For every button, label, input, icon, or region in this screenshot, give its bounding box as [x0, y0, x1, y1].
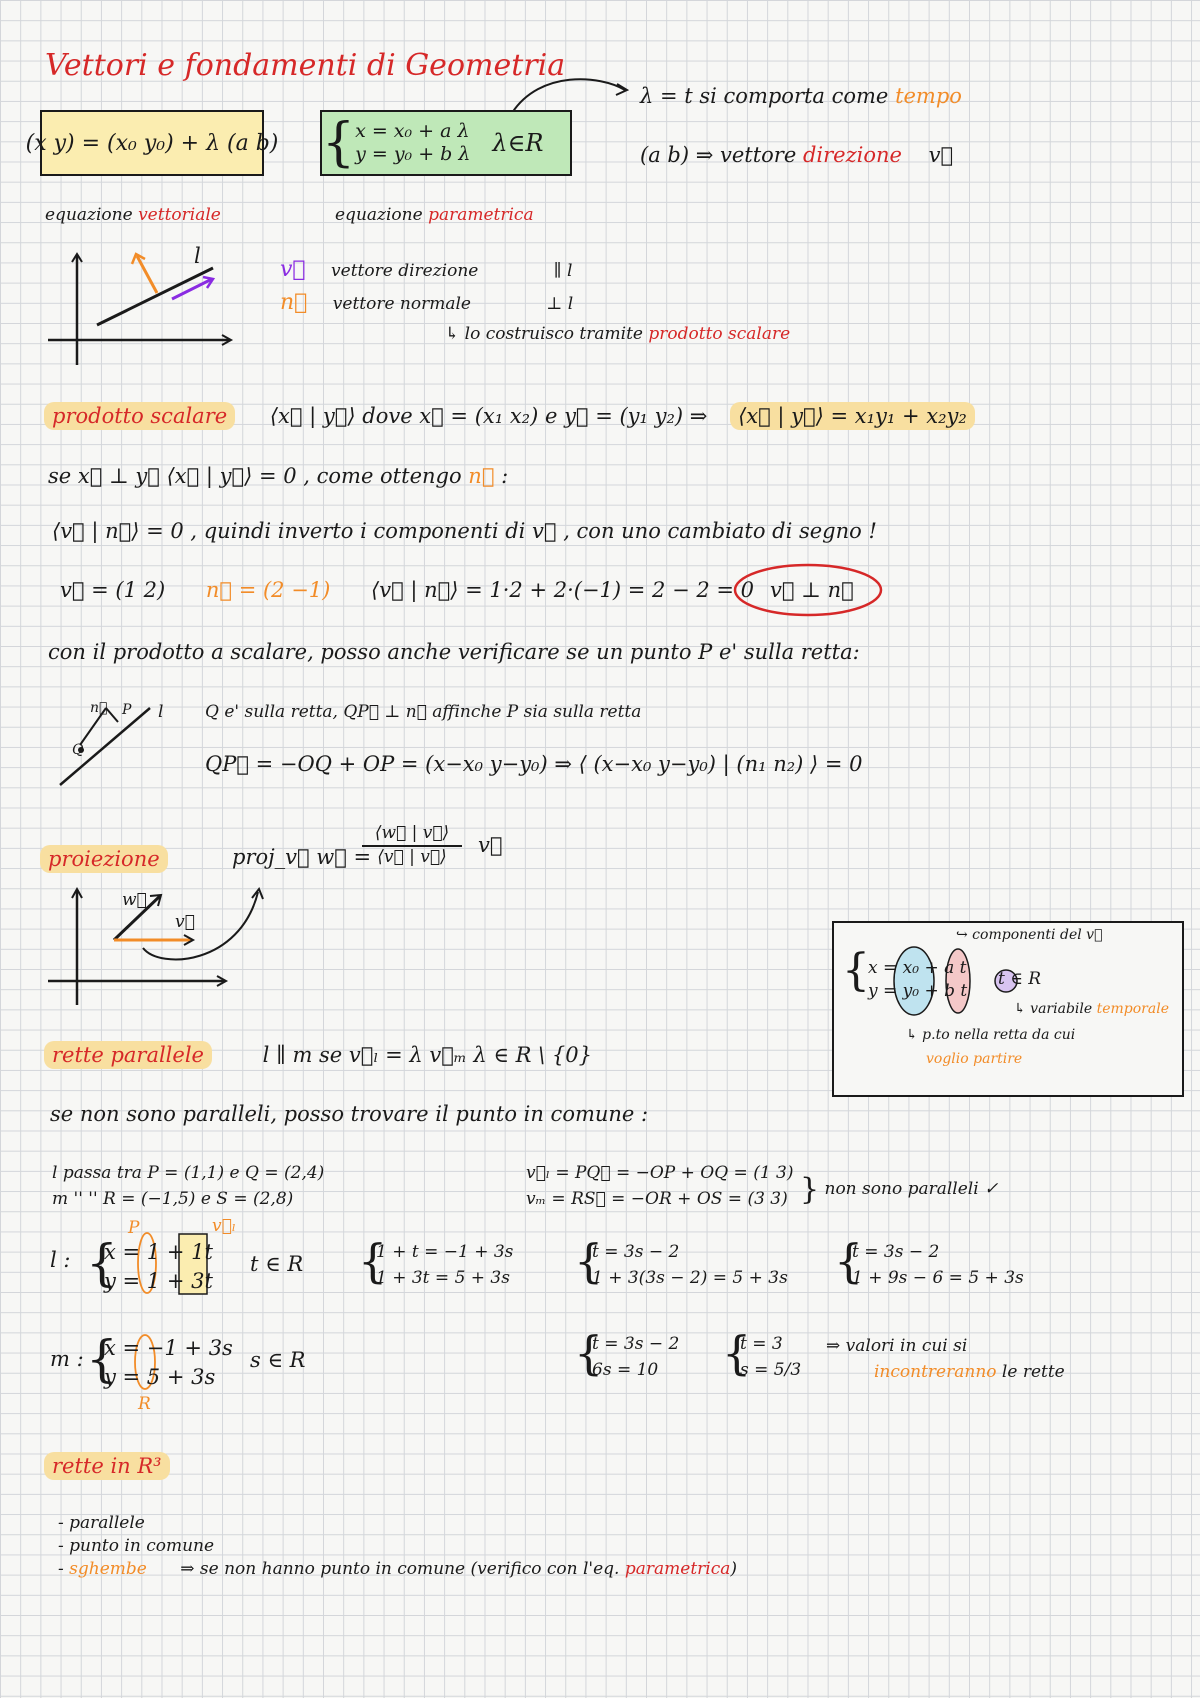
step1: 1 + t = −1 + 3s 1 + 3t = 5 + 3s: [376, 1242, 514, 1288]
projection-formula-right: v⃗: [478, 833, 503, 857]
list-item: - parallele: [58, 1513, 145, 1533]
normal-vector-stroke: [137, 256, 157, 293]
line-label-l: l: [194, 244, 201, 268]
projection-fraction: ⟨w⃗ | v⃗⟩ ⟨v⃗ | v⃗⟩: [362, 823, 462, 867]
note-lambda: λ = t si comporta come tempo: [640, 84, 962, 108]
check-line: con il prodotto a scalare, posso anche verificare se un punto P e' sulla retta:: [48, 640, 860, 664]
parametric-system: [355, 120, 470, 166]
tag-p: P: [128, 1218, 140, 1238]
projection-label-v: v⃗: [175, 912, 195, 932]
vector-equation-formula: (x y) = (x₀ y₀) + λ (a b): [25, 130, 279, 156]
parallel-row: rette parallele l ∥ m se v⃗ₗ = λ v⃗ₘ λ ∈ R \ {0}: [44, 1043, 592, 1067]
parallel-conclusion: } non sono paralleli ✓: [800, 1172, 999, 1207]
diag-n: n⃗: [90, 700, 108, 716]
note-arrow: [512, 79, 625, 113]
r3-heading: rette in R³: [44, 1452, 170, 1480]
l-system: x = 1 + 1t y = 1 + 3t: [104, 1240, 213, 1294]
tag-vl: v⃗ₗ: [212, 1216, 236, 1236]
construct-note: ↳ lo costruisco tramite prodotto scalare: [445, 324, 791, 344]
projection-formula-left: proj_v⃗ w⃗ =: [232, 845, 372, 869]
step1-brace-icon: {: [358, 1234, 388, 1288]
brace-icon: {: [322, 113, 356, 173]
m-system-name: m :: [50, 1347, 84, 1371]
step4: t = 3s − 2 6s = 10: [592, 1334, 680, 1380]
note-tempo: tempo: [895, 84, 962, 108]
step3: t = 3s − 2 1 + 9s − 6 = 5 + 3s: [852, 1242, 1024, 1288]
scalar-row: prodotto scalare ⟨x⃗ | y⃗⟩ dove x⃗ = (x₁ x₂) e y⃗ = (y₁ y₂) ⇒ ⟨x⃗ | y⃗⟩ = x₁y₁ + x₂y₂: [44, 404, 975, 428]
inset-system: x = x₀ + a t y = y₀ + b t: [868, 958, 968, 1001]
step5: t = 3 s = 5/3: [740, 1334, 802, 1380]
inset-components-note: ↪ componenti del v⃗: [956, 927, 1103, 943]
page-title: Vettori e fondamenti di Geometria: [45, 48, 566, 83]
param-domain: λ∈R: [492, 129, 544, 157]
scalar-example: v⃗ = (1 2) n⃗ = (2 −1) ⟨v⃗ | n⃗⟩ = 1·2 + 2·(−1) = 2 − 2 = 0: [60, 578, 755, 602]
diag-p: P: [122, 702, 132, 718]
m-system: x = −1 + 3s y = 5 + 3s: [104, 1336, 233, 1390]
projection-label-w: w⃗: [122, 890, 147, 910]
step4-brace-icon: {: [574, 1326, 604, 1380]
l-domain: t ∈ R: [250, 1252, 304, 1276]
note-direction: (a b) ⇒ vettore direzione v⃗: [640, 143, 954, 167]
normal-vector-row: n⃗ vettore normale ⊥ l: [280, 290, 574, 315]
step2: t = 3s − 2 1 + 3(3s − 2) = 5 + 3s: [592, 1242, 788, 1288]
diag-q: Q: [72, 742, 84, 758]
list-item: - sghembe ⇒ se non hanno punto in comune (verifico con l'eq. parametrica): [58, 1558, 738, 1579]
inset-start-note: voglio partire: [926, 1051, 1023, 1067]
param-line-y: y = y₀ + b λ: [355, 143, 471, 165]
diag-l: l: [158, 702, 164, 722]
param-eq-label: equazione parametrica: [335, 205, 534, 225]
r3-list: [58, 1512, 737, 1581]
inset-point-note: ↳ p.to nella retta da cui: [906, 1027, 1076, 1043]
values-note: ⇒ valori in cui si incontreranno le rette: [826, 1336, 1065, 1382]
vector-equation-box: [25, 110, 279, 176]
step2-brace-icon: {: [574, 1234, 604, 1288]
projection-diagram: [48, 889, 263, 1005]
vector-eq-label: equazione vettoriale: [45, 205, 221, 225]
scalar-result: ⟨x⃗ | y⃗⟩ = x₁y₁ + x₂y₂: [730, 402, 975, 430]
parametric-equation-box: [320, 110, 572, 176]
inset-domain: t ∈ R: [998, 969, 1042, 989]
tag-r: R: [138, 1394, 151, 1414]
q-line: Q e' sulla retta, QP⃗ ⊥ n⃗ affinche P sia sulla retta: [205, 702, 642, 722]
m-brace-icon: {: [86, 1330, 118, 1388]
list-item: - punto in comune: [58, 1535, 215, 1556]
parallel-vectors: v⃗ₗ = PQ⃗ = −OP + OQ = (1 3) vₘ = RS⃗ = −OR + OS = (3 3): [526, 1163, 794, 1210]
scalar-example-result: v⃗ ⊥ n⃗: [770, 578, 854, 602]
scalar-line2: se x⃗ ⊥ y⃗ ⟨x⃗ | y⃗⟩ = 0 , come ottengo n⃗ :: [48, 464, 509, 488]
line-diagram: [48, 254, 231, 365]
step5-brace-icon: {: [722, 1326, 752, 1380]
line-l: [97, 268, 213, 325]
step3-brace-icon: {: [834, 1234, 864, 1288]
scalar-line3: ⟨v⃗ | n⃗⟩ = 0 , quindi inverto i componenti di v⃗ , con uno cambiato di segno !: [52, 519, 877, 543]
parallel-points: l passa tra P = (1,1) e Q = (2,4) m '' '' R = (−1,5) e S = (2,8): [52, 1163, 325, 1210]
parallel-heading: rette parallele: [44, 1041, 212, 1069]
qp-line: QP⃗ = −OQ + OP = (x−x₀ y−y₀) ⇒ ⟨ (x−x₀ y−y₀) | (n₁ n₂) ⟩ = 0: [205, 752, 863, 776]
parametric-inset: [832, 921, 1184, 1097]
m-domain: s ∈ R: [250, 1348, 306, 1372]
direction-vector-stroke: [172, 279, 212, 299]
direction-vector-row: v⃗ vettore direzione ∥ l: [280, 257, 573, 282]
l-system-name: l :: [50, 1248, 71, 1272]
scalar-heading: prodotto scalare: [44, 402, 235, 430]
inset-variable-note: ↳ variabile temporale: [1014, 1001, 1169, 1017]
parallel-line2: se non sono paralleli, posso trovare il punto in comune :: [50, 1102, 649, 1126]
l-brace-icon: {: [86, 1234, 118, 1292]
param-line-x: x = x₀ + a λ: [355, 120, 470, 143]
projection-heading: proiezione: [40, 845, 168, 873]
inset-brace-icon: {: [842, 945, 870, 996]
